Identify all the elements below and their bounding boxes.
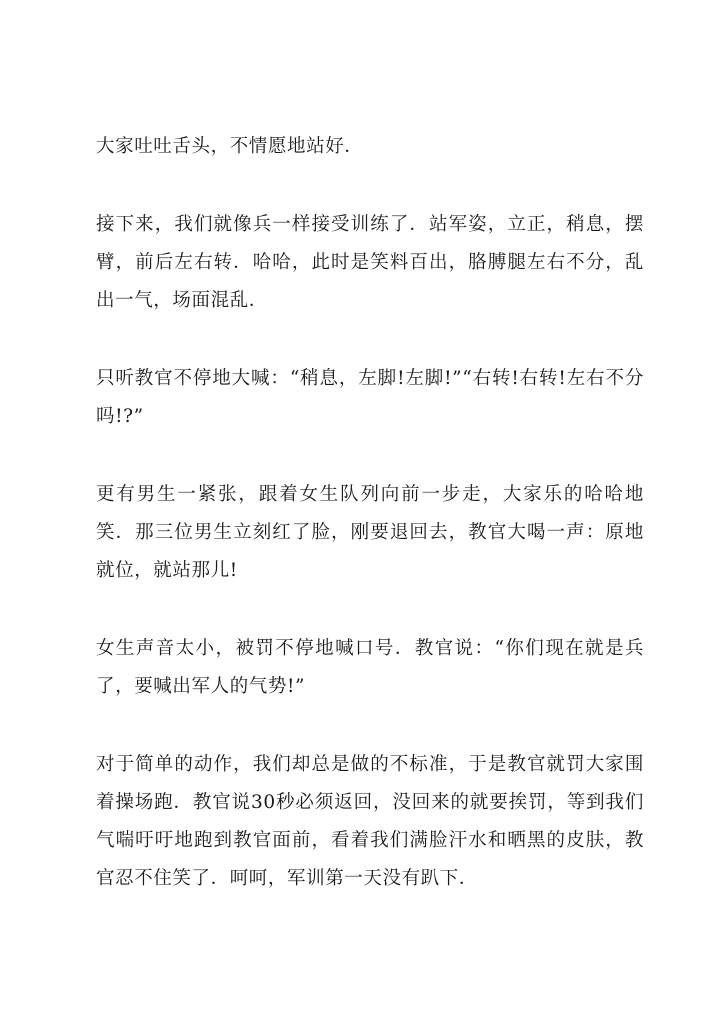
paragraph-4: 更有男生一紧张，跟着女生队列向前一步走，大家乐的哈哈地笑．那三位男生立刻红了脸，刚要退回去，教官大喝一声：原地就位，就站那儿! bbox=[96, 484, 644, 581]
paragraph-2: 接下来，我们就像兵一样接受训练了．站军姿，立正，稍息，摆臂，前后左右转．哈哈，此时是笑料百出，胳膊腿左右不分，乱出一气，场面混乱． bbox=[96, 214, 644, 311]
paragraph-1: 大家吐吐舌头，不情愿地站好． bbox=[96, 136, 364, 157]
document-body bbox=[96, 128, 644, 938]
paragraph-3: 只听教官不停地大喊：“稍息，左脚!左脚!”“右转!右转!左右不分吗!?” bbox=[96, 368, 644, 427]
paragraph-5: 女生声音太小，被罚不停地喊口号．教官说：“你们现在就是兵了，要喊出军人的气势!” bbox=[96, 638, 644, 697]
paragraph-6: 对于简单的动作，我们却总是做的不标准，于是教官就罚大家围着操场跑．教官说30秒必须返回，没回来的就要挨罚，等到我们气喘吁吁地跑到教官面前，看着我们满脸汗水和晒黑的皮肤，教官忍不住笑了．呵呵，军训第一天没有趴下． bbox=[96, 754, 644, 889]
